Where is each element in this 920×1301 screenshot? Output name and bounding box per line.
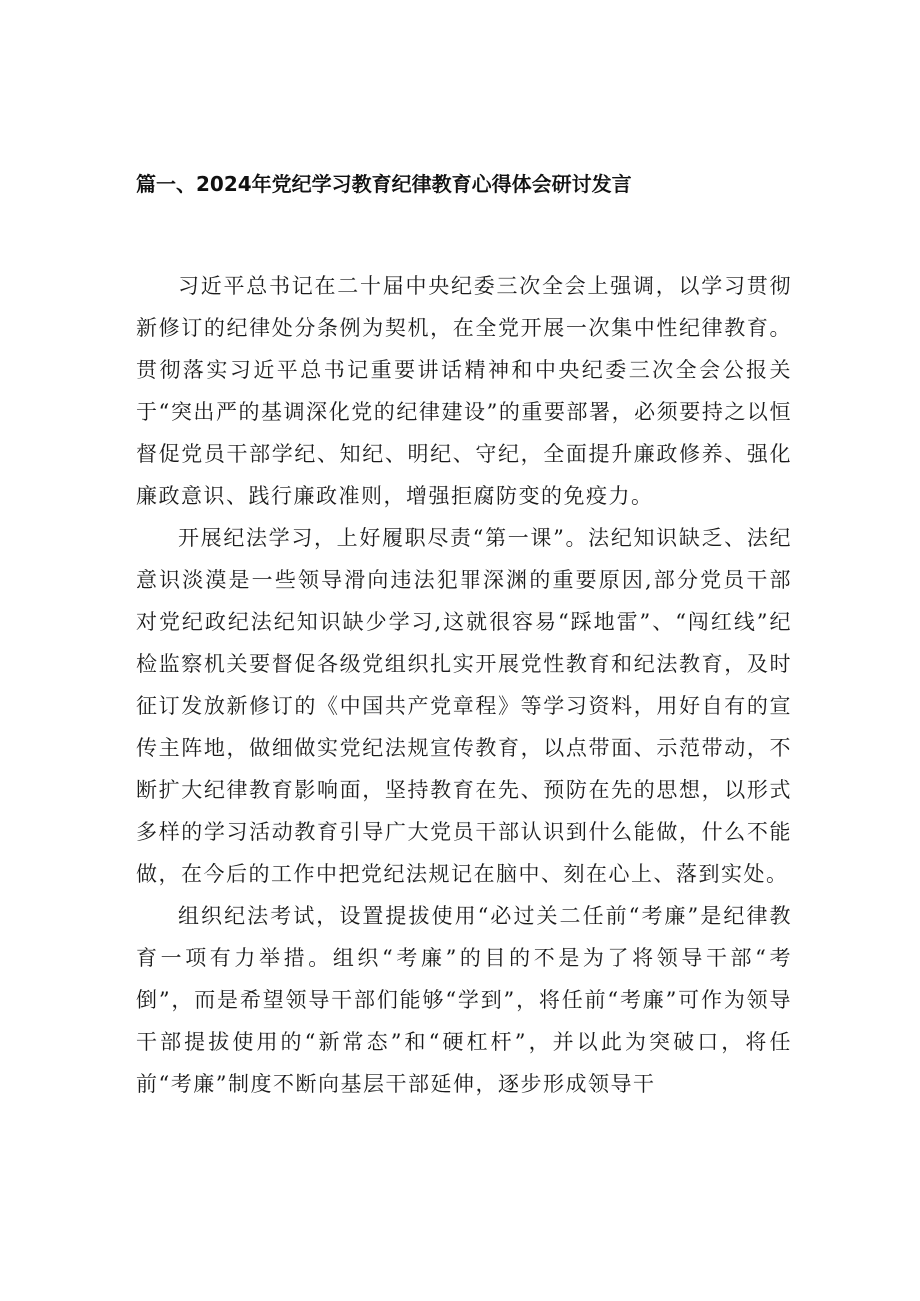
document-body <box>136 265 792 1105</box>
paragraph-2: 开展纪法学习，上好履职尽责“第一课”。法纪知识缺乏、法纪意识淡漠是一些领导滑向违法犯罪深渊的重要原因,部分党员干部对党纪政纪法纪知识缺少学习,这就很容易“踩地雷”、“闯红线”纪检监察机关要督促各级党组织扎实开展党性教育和纪法教育，及时征订发放新修订的《中国共产党章程》等学习资料，用好自有的宣传主阵地，做细做实党纪法规宣传教育，以点带面、示范带动，不断扩大纪律教育影响面，坚持教育在先、预防在先的思想，以形式多样的学习活动教育引导广大党员干部认识到什么能做，什么不能做，在今后的工作中把党纪法规记在脑中、刻在心上、落到实处。 <box>136 526 792 886</box>
paragraph-3: 组织纪法考试，设置提拔使用“必过关二任前“考廉”是纪律教育一项有力举措。组织“考廉”的目的不是为了将领导干部“考倒”，而是希望领导干部们能够“学到”，将任前“考廉”可作为领导干部提拔使用的“新常态”和“硬杠杆”，并以此为突破口，将任前“考廉”制度不断向基层干部延伸，逐步形成领导干 <box>136 904 792 1096</box>
paragraph-1: 习近平总书记在二十届中央纪委三次全会上强调，以学习贯彻新修订的纪律处分条例为契机，在全党开展一次集中性纪律教育。贯彻落实习近平总书记重要讲话精神和中央纪委三次全会公报关于“突出严的基调深化党的纪律建设”的重要部署，必须要持之以恒督促党员干部学纪、知纪、明纪、守纪，全面提升廉政修养、强化廉政意识、践行廉政准则，增强拒腐防变的免疫力。 <box>136 274 792 508</box>
document-title: 篇一、2024年党纪学习教育纪律教育心得体会研讨发言 <box>136 172 632 196</box>
